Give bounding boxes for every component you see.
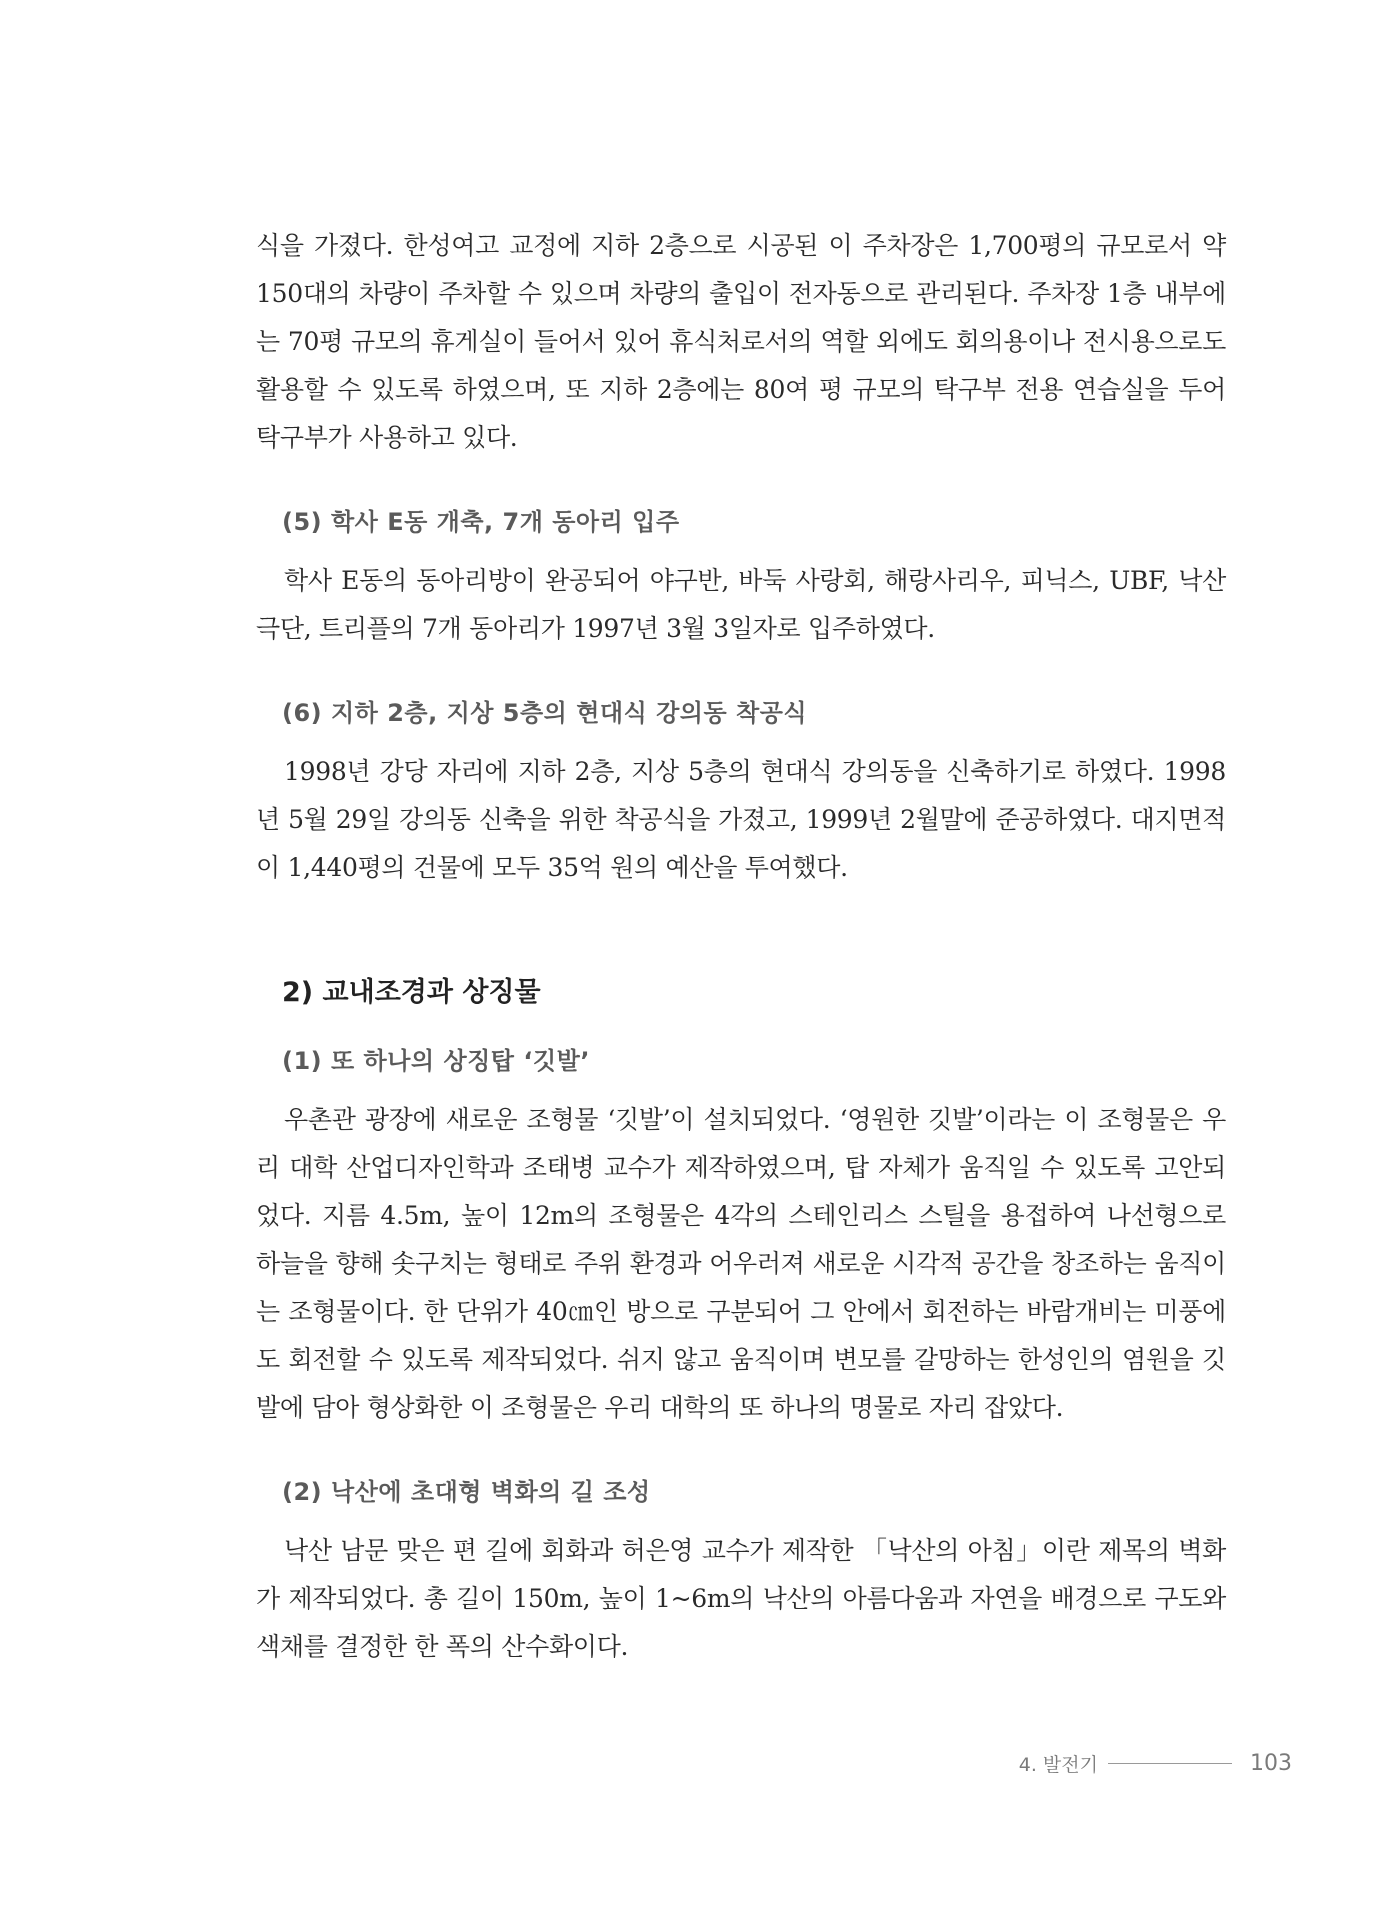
section-heading-landscape: 2) 교내조경과 상징물 — [282, 977, 541, 1008]
paragraph-parking: 식을 가졌다. 한성여고 교정에 지하 2층으로 시공된 이 주차장은 1,700평의 규모로서 약 150대의 차량이 주차할 수 있으며 차량의 출입이 전자동으로 관리된다. 주차장 1층 내부에는 70평 규모의 휴게실이 들어서 있어 휴식처로서의 역할 외에도 회의용이나 전시용으로도 활용할 수 있도록 하였으며, 또 지하 2층에는 80여 평 규모의 탁구부 전용 연습실을 두어 탁구부가 사용하고 있다. — [256, 231, 1226, 452]
paragraph-flag-sculpture: 우촌관 광장에 새로운 조형물 ‘깃발’이 설치되었다. ‘영원한 깃발’이라는 이 조형물은 우리 대학 산업디자인학과 조태병 교수가 제작하였으며, 탑 자체가 움직일 수 있도록 고안되었다. 지름 4.5m, 높이 12m의 조형물은 4각의 스테인리스 스틸을 용접하여 나선형으로 하늘을 향해 솟구치는 형태로 주위 환경과 어우러져 새로운 시각적 공간을 창조하는 움직이는 조형물이다. 한 단위가 40㎝인 방으로 구분되어 그 안에서 회전하는 바람개비는 미풍에도 회전할 수 있도록 제작되었다. 쉬지 않고 움직이며 변모를 갈망하는 한성인의 염원을 깃발에 담아 형상화한 이 조형물은 우리 대학의 또 하나의 명물로 자리 잡았다. — [256, 1105, 1226, 1422]
heading-dorm-e: (5) 학사 E동 개축, 7개 동아리 입주 — [282, 508, 680, 536]
footer-chapter-title: 4. 발전기 — [1018, 1754, 1098, 1776]
page-content — [256, 222, 1226, 1671]
heading-lecture-building: (6) 지하 2층, 지상 5층의 현대식 강의동 착공식 — [282, 699, 808, 727]
footer-rule — [1108, 1763, 1232, 1764]
paragraph-lecture-building: 1998년 강당 자리에 지하 2층, 지상 5층의 현대식 강의동을 신축하기로 하였다. 1998년 5월 29일 강의동 신축을 위한 착공식을 가졌고, 1999년 2월말에 준공하였다. 대지면적이 1,440평의 건물에 모두 35억 원의 예산을 투여했다. — [256, 757, 1226, 882]
heading-flag-sculpture: (1) 또 하나의 상징탑 ‘깃발’ — [282, 1047, 590, 1075]
page-footer — [1019, 1750, 1292, 1777]
paragraph-dorm-e: 학사 E동의 동아리방이 완공되어 야구반, 바둑 사랑회, 해랑사리우, 피닉스, UBF, 낙산 극단, 트리플의 7개 동아리가 1997년 3월 3일자로 입주하였다. — [256, 566, 1226, 643]
page-number: 103 — [1250, 1751, 1292, 1776]
heading-mural-road: (2) 낙산에 초대형 벽화의 길 조성 — [282, 1478, 651, 1506]
paragraph-mural-road: 낙산 남문 맞은 편 길에 회화과 허은영 교수가 제작한 「낙산의 아침」이란 제목의 벽화가 제작되었다. 총 길이 150m, 높이 1~6m의 낙산의 아름다움과 자연을 배경으로 구도와 색채를 결정한 한 폭의 산수화이다. — [256, 1536, 1226, 1661]
